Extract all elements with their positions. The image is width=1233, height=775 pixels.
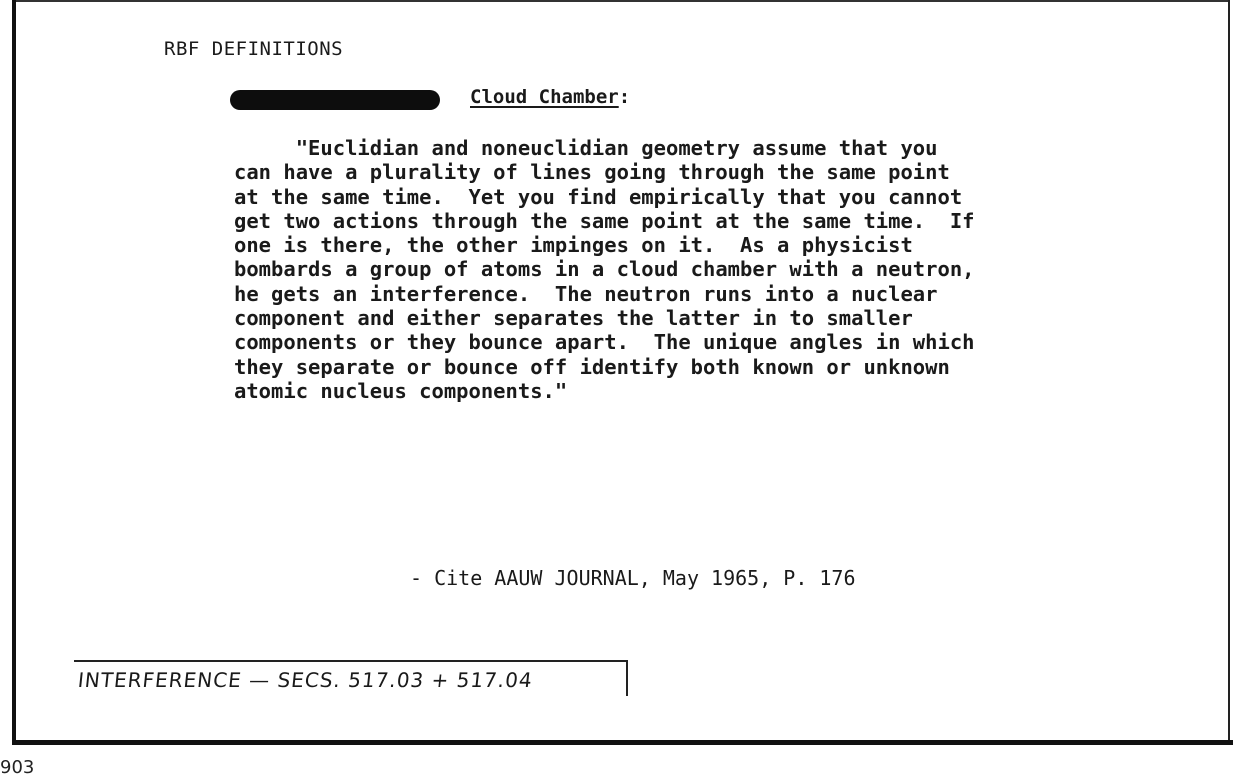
quote-line: can have a plurality of lines going through the same point [234,160,950,185]
entry-colon: : [618,86,631,108]
card-border-top [14,0,1230,2]
card-border-right [1228,0,1230,742]
quote-line: at the same time. Yet you find empirically that you cannot [234,184,963,209]
card-border-left [12,0,16,745]
page-number: 903 [0,757,35,775]
handwritten-note: INTERFERENCE — SECS. 517.03 + 517.04 [76,668,534,692]
card-border-bottom [12,740,1233,745]
quote-line: component and either separates the latter in to smaller [234,306,913,331]
page-heading: RBF DEFINITIONS [164,38,344,60]
definition-quote [234,136,1134,403]
quote-line: "Euclidian and noneuclidian geometry assume that you [234,136,938,160]
entry-title [470,86,630,108]
quote-line: they separate or bounce off identify both known or unknown [234,354,950,379]
quote-line: components or they bounce apart. The unique angles in which [234,330,975,355]
quote-line: get two actions through the same point at the same time. If [234,208,975,233]
quote-line: bombards a group of atoms in a cloud chamber with a neutron, [234,257,975,282]
handwritten-note-box [74,660,628,696]
quote-line: one is there, the other impinges on it. As a physicist [234,233,913,258]
entry-term: Cloud Chamber [470,86,619,108]
quote-line: atomic nucleus components." [234,378,568,403]
quote-line: he gets an interference. The neutron runs into a nuclear [234,281,938,306]
citation: - Cite AAUW JOURNAL, May 1965, P. 176 [410,566,856,590]
redaction-bar [230,90,440,110]
